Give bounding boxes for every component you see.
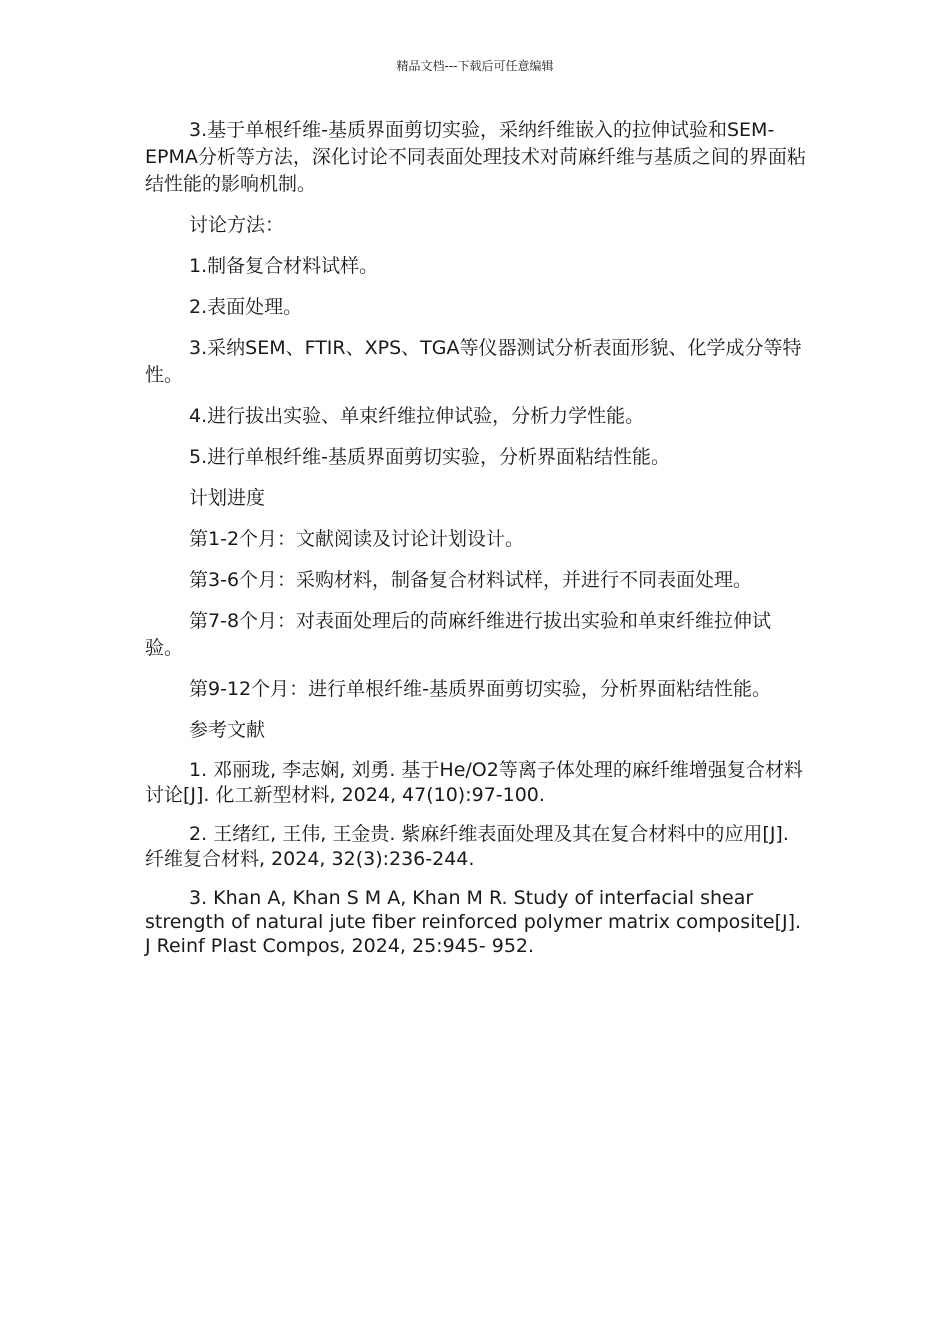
method-step-1: 1.制备复合材料试样。: [189, 255, 379, 277]
schedule-item-4: 第9-12个月：进行单根纤维-基质界面剪切实验，分析界面粘结性能。: [189, 678, 771, 700]
method-step-4: 4.进行拔出实验、单束纤维拉伸试验，分析力学性能。: [189, 405, 645, 427]
method-step-5: 5.进行单根纤维-基质界面剪切实验，分析界面粘结性能。: [189, 446, 670, 468]
reference-item-2: 2. 王绪红, 王伟, 王金贵. 紫麻纤维表面处理及其在复合材料中的应用[J]. 纤维复合材料, 2024, 32(3):236-244.: [145, 823, 789, 870]
reference-item-3: 3. Khan A, Khan S M A, Khan M R. Study of interfacial shear strength of natural jute fiber reinforced polymer matrix composite[J]. J Reinf Plast Compos, 2024, 25:945- 952.: [145, 887, 802, 957]
section-heading-schedule: 计划进度: [189, 487, 266, 509]
paragraph-objective-3: 3.基于单根纤维-基质界面剪切实验，采纳纤维嵌入的拉伸试验和SEM-EPMA分析等方法，深化讨论不同表面处理技术对苘麻纤维与基质之间的界面粘结性能的影响机制。: [145, 119, 806, 195]
section-heading-methods: 讨论方法：: [189, 214, 285, 236]
schedule-item-2: 第3-6个月：采购材料，制备复合材料试样，并进行不同表面处理。: [189, 569, 753, 591]
method-step-3: 3.采纳SEM、FTIR、XPS、TGA等仪器测试分析表面形貌、化学成分等特性。: [145, 337, 802, 386]
section-heading-references: 参考文献: [189, 719, 266, 741]
schedule-item-1: 第1-2个月：文献阅读及讨论计划设计。: [189, 528, 525, 550]
reference-item-1: 1. 邓丽珑, 李志娴, 刘勇. 基于He/O2等离子体处理的麻纤维增强复合材料讨论[J]. 化工新型材料, 2024, 47(10):97-100.: [145, 759, 803, 806]
schedule-item-3: 第7-8个月：对表面处理后的苘麻纤维进行拔出实验和单束纤维拉伸试验。: [145, 610, 772, 659]
document-body: [145, 117, 807, 972]
page-header: 精品文档---下载后可任意编辑: [396, 59, 554, 73]
method-step-2: 2.表面处理。: [189, 296, 303, 318]
